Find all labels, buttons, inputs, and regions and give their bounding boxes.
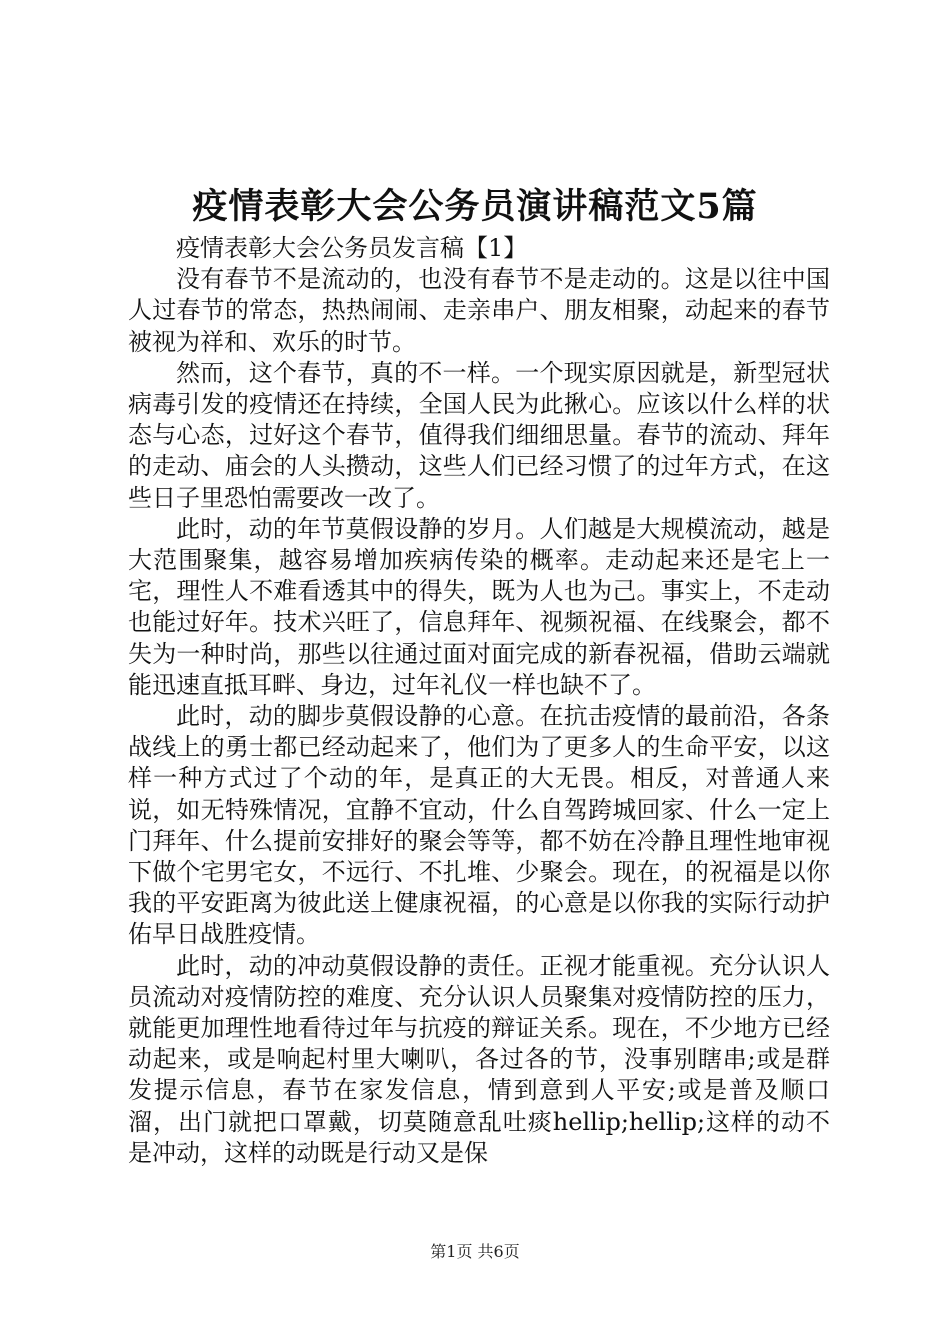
body-paragraph: 此时，动的脚步莫假设静的心意。在抗击疫情的最前沿，各条战线上的勇士都已经动起来了，他们为了更多人的生命平安，以这样一种方式过了个动的年，是真正的大无畏。相反，对普通人来说，如无特殊情况，宜静不宜动，什么自驾跨城回家、什么一定上门拜年、什么提前安排好的聚会等等，都不妨在冷静且理性地审视下做个宅男宅女，不远行、不扎堆、少聚会。现在，的祝福是以你我的平安距离为彼此送上健康祝福，的心意是以你我的实际行动护佑早日战胜疫情。 xyxy=(128,702,830,949)
page-number-footer: 第1页 共6页 xyxy=(430,1242,520,1261)
document-title: 疫情表彰大会公务员演讲稿范文5篇 xyxy=(192,186,758,227)
document-body xyxy=(128,233,830,1169)
body-paragraph: 然而，这个春节，真的不一样。一个现实原因就是，新型冠状病毒引发的疫情还在持续，全国人民为此揪心。应该以什么样的状态与心态，过好这个春节，值得我们细细思量。春节的流动、拜年的走动、庙会的人头攒动，这些人们已经习惯了的过年方式，在这些日子里恐怕需要改一改了。 xyxy=(128,358,830,512)
body-paragraph: 没有春节不是流动的，也没有春节不是走动的。这是以往中国人过春节的常态，热热闹闹、走亲串户、朋友相聚，动起来的春节被视为祥和、欢乐的时节。 xyxy=(128,265,830,356)
subheading-paragraph: 疫情表彰大会公务员发言稿【1】 xyxy=(176,234,528,262)
body-paragraph: 此时，动的冲动莫假设静的责任。正视才能重视。充分认识人员流动对疫情防控的难度、充分认识人员聚集对疫情防控的压力，就能更加理性地看待过年与抗疫的辩证关系。现在，不少地方已经动起来，或是响起村里大喇叭，各过各的节，没事别瞎串;或是群发提示信息，春节在家发信息，情到意到人平安;或是普及顺口溜，出门就把口罩戴，切莫随意乱吐痰hellip;hellip;这样的动不是冲动，这样的动既是行动又是保 xyxy=(128,951,830,1167)
body-paragraph: 此时，动的年节莫假设静的岁月。人们越是大规模流动，越是大范围聚集，越容易增加疾病传染的概率。走动起来还是宅上一宅，理性人不难看透其中的得失，既为人也为己。事实上，不走动也能过好年。技术兴旺了，信息拜年、视频祝福、在线聚会，都不失为一种时尚，那些以往通过面对面完成的新春祝福，借助云端就能迅速直抵耳畔、身边，过年礼仪一样也缺不了。 xyxy=(128,514,830,699)
